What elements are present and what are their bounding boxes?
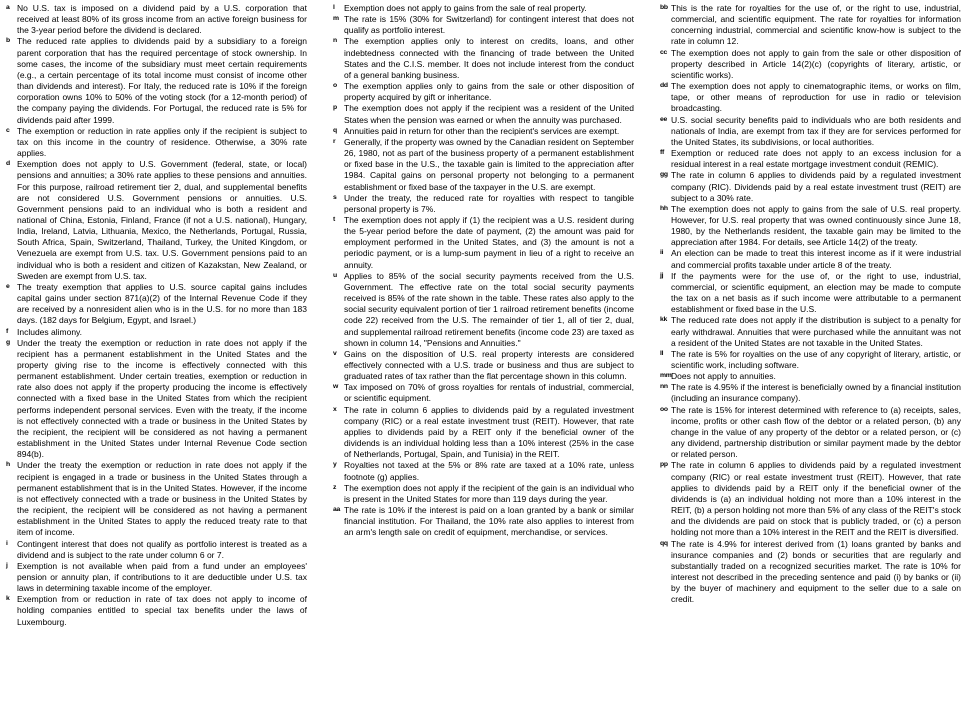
footnote-text: The exemption does not apply if the recipient was a resident of the United States when the pension was earned or when the annuity was purchased.	[344, 103, 634, 125]
footnote-item	[658, 271, 961, 316]
footnote-marker: nn	[660, 383, 668, 391]
footnote-marker: h	[6, 461, 10, 469]
footnote-text: The exemption or reduction in rate applies only if the recipient is subject to tax on this income in the country of residence. Otherwise, a 30% rate applies.	[17, 125, 307, 159]
footnote-text: The rate is 10% if the interest is paid on a loan granted by a bank or similar financial institution. For Thailand, the 10% rate also applies to interest from an arm's length sale on credit of equipment, merchandise, or services.	[344, 505, 634, 538]
footnote-text: Under the treaty the exemption or reduction in rate does not apply if the recipient has a permanent establishment in the United States and the property giving rise to the income is effectively connected with this permanent establishment. Under certain treaties, exemption or reduction in rate also does not apply if the property producing the income is effectively connected with a fixed base in the United States from which the recipient performs independent personal services. Even with the treaty, if the income is not effectively connected with a trade or business in the United States by the recipient, the recipient will be considered as not having a permanent establishment in the United States under Internal Revenue Code section 894(b).	[17, 337, 307, 460]
footnote-item	[331, 81, 634, 103]
footnote-item	[658, 248, 961, 270]
footnote-text: Royalties not taxed at the 5% or 8% rate are taxed at a 10% rate, unless footnote (g) applies.	[344, 460, 634, 482]
footnote-marker: pp	[660, 461, 668, 469]
footnote-text: The exemption does not apply to cinematographic items, or works on film, tape, or other means of reproduction for use in radio or television broadcasting.	[671, 81, 961, 114]
footnote-marker: c	[6, 126, 10, 134]
footnote-item	[331, 271, 634, 349]
footnote-text: The exemption applies only to interest on credits, loans, and other indebtedness connected with the financing of trade between the United States and the C.I.S. member. It does not include interest from the conduct of a general banking business.	[344, 36, 634, 80]
footnote-text: The reduced rate applies to dividends paid by a subsidiary to a foreign parent corporation that has the required percentage of stock ownership. In some cases, the income of the subsidiary must meet certain requirements (e.g., a certain percentage of its total income must consist of income other than dividends and interest). For Italy, the reduced rate is 10% if the foreign corporation owns 10% to 50% of the voting stock (for a 12-month period) of the company paying the dividends. For Portugal, the reduced rate is 5% for dividends paid after 1999.	[17, 36, 307, 125]
footnote-marker: o	[333, 82, 337, 90]
footnote-item	[331, 137, 634, 193]
footnote-text: Exemption does not apply to U.S. Government (federal, state, or local) pensions and annuities; a 30% rate applies to these pensions and annuities. For this purpose, railroad retirement tier 2, dual, and supplemental benefits are not considered U.S. Government pensions or annuities. U.S. Government pensions paid to an individual who is both a resident and national of China, Estonia, Finland, France (if not a U.S. national), Hungary, India, Ireland, Latvia, Lithuania, Mexico, the Netherlands, Portugal, Russia, South Africa, Spain, Switzerland, Thailand, Turkey, the United Kingdom, or Venezuela are exempt from U.S. tax. U.S. Government pensions paid to an individual who is both a resident and citizen of Kazakstan, New Zealand, or Sweden are exempt from U.S. tax.	[17, 159, 307, 281]
footnote-text: Generally, if the property was owned by the Canadian resident on September 26, 1980, not as part of the business property of a permanent establishment or fixed base in the U.S., the taxable gain is limited to the appreciation after 1984. Capital gains on personal property not belonging to a permanent establishment or fixed base of the taxpayer in the U.S. are exempt.	[344, 136, 634, 192]
footnote-text: U.S. social security benefits paid to individuals who are both residents and nationals of India, are exempt from tax if they are for services performed for the United States, its subdivisions, or local authorities.	[671, 114, 961, 147]
footnote-text: Under the treaty, the reduced rate for royalties with respect to tangible personal property is 7%.	[344, 192, 634, 214]
footnote-marker: a	[6, 4, 10, 11]
footnote-marker: kk	[660, 316, 667, 324]
footnote-marker: y	[333, 461, 337, 469]
footnote-item	[331, 14, 634, 36]
footnote-marker: mm	[660, 372, 672, 380]
footnote-columns	[4, 3, 963, 628]
footnote-item	[331, 193, 634, 215]
footnote-text: Exemption does not apply to gains from the sale of real property.	[344, 3, 587, 13]
footnote-marker: hh	[660, 204, 668, 212]
footnote-text: The exemption does not apply to gain from the sale or other disposition of property described in Article 14(2)(c) (copyrights of literary, artistic, or scientific works).	[671, 47, 961, 80]
footnote-text: Under the treaty the exemption or reduction in rate does not apply if the recipient is engaged in a trade or business in the United States through a permanent establishment that is in the United States. However, if the income is not effectively connected with a trade or business in the United States by the recipient, the recipient will be considered as not having a permanent establishment in the United States to apply the reduced treaty rate to that item of income.	[17, 460, 307, 538]
footnote-text: Contingent interest that does not qualify as portfolio interest is treated as a dividend and is subject to the rate under column 6 or 7.	[17, 538, 307, 560]
footnote-column-1	[4, 3, 307, 628]
footnote-column-2	[331, 3, 634, 628]
footnote-marker: ff	[660, 149, 664, 157]
footnote-item	[658, 539, 961, 606]
footnote-item	[4, 561, 307, 594]
footnote-text: The rate in column 6 applies to dividends paid by a regulated investment company (RIC) or real estate investment trust (REIT). However, that rate applies to dividends paid by a REIT only if the beneficial owner of the dividends is (a) an individual holding not more than a 10% interest in the REIT, (b) a person holding not more than 5% of any class of the REIT's stock and the dividends are paid on stock that is publicly traded, or (c) a person holding not more than a 10% interest in the REIT and the REIT is diversified.	[671, 460, 961, 538]
footnote-item	[331, 505, 634, 538]
footnote-text: The rate is 15% for interest determined with reference to (a) receipts, sales, income, profits or other cash flow of the debtor or a related person, (b) any change in the value of any property of the debtor or a related person, or (c) any dividend, partnership distribution or similar payment made by the debtor or related person.	[671, 404, 961, 460]
footnote-marker: r	[333, 137, 336, 145]
footnote-item	[331, 215, 634, 271]
footnote-item	[658, 115, 961, 148]
footnote-text: The exemption does not apply if (1) the recipient was a U.S. resident during the 5-year period before the date of payment, (2) the amount was paid for employment performed in the United States, and (3) the amount is not a periodic payment, or is a lump-sum payment in lieu of a right to receive an annuity.	[344, 214, 634, 270]
footnote-marker: dd	[660, 82, 668, 90]
footnote-marker: f	[6, 327, 8, 335]
footnote-item	[4, 460, 307, 538]
footnote-item	[658, 371, 961, 382]
footnote-marker: ee	[660, 115, 667, 123]
footnote-marker: i	[6, 539, 8, 547]
footnote-item	[4, 594, 307, 627]
footnote-text: No U.S. tax is imposed on a dividend paid by a U.S. corporation that received at least 80% of its gross income from an active foreign business for the 3-year period before the dividend is declared.	[17, 3, 307, 36]
footnote-item	[331, 460, 634, 482]
footnote-text: The rate is 4.9% for interest derived from (1) loans granted by banks and insurance companies and (2) bonds or securities that are regularly and substantially traded on a recognized securities market. The rate is 10% for interest not described in the preceding sentence and paid (i) by banks or (ii) by the buyer of machinery and equipment to the seller due to a sale on credit.	[671, 538, 961, 605]
footnote-item	[658, 460, 961, 538]
footnote-marker: k	[6, 595, 10, 603]
footnote-text: Gains on the disposition of U.S. real property interests are considered effectively connected with a U.S. trade or business and thus are subject to graduated rates of tax rather than the flat percentage shown in this column.	[344, 348, 634, 382]
footnote-text: Annuities paid in return for other than the recipient's services are exempt.	[344, 125, 620, 136]
footnote-item	[658, 3, 961, 48]
footnote-text: The rate is 5% for royalties on the use of any copyright of literary, artistic, or scientific work, including software.	[671, 348, 961, 370]
footnote-item	[658, 382, 961, 404]
footnote-marker: e	[6, 282, 10, 290]
footnote-marker: g	[6, 338, 10, 346]
footnote-text: If the payments were for the use of, or the right to use, industrial, commercial, or scientific equipment, an election may be made to compute the tax on a net basis as if such income were attributable to a permanent establishment or fixed base in the U.S.	[671, 270, 961, 315]
footnote-marker: gg	[660, 171, 668, 179]
footnote-item	[658, 405, 961, 461]
footnote-item	[331, 382, 634, 404]
footnote-item	[331, 126, 634, 137]
footnote-item	[4, 539, 307, 561]
footnote-item	[4, 338, 307, 461]
footnote-item	[331, 349, 634, 382]
footnote-text: The rate is 4.95% if the interest is beneficially owned by a financial institution (including an insurance company).	[671, 382, 961, 404]
footnote-marker: s	[333, 193, 337, 201]
footnote-item	[4, 327, 307, 338]
footnote-item	[4, 3, 307, 36]
footnote-marker: u	[333, 271, 337, 279]
footnote-text: An election can be made to treat this interest income as if it were industrial and commercial profits taxable under article 8 of the treaty.	[671, 248, 961, 270]
footnote-item	[4, 126, 307, 159]
footnote-item	[658, 170, 961, 203]
footnote-item	[331, 103, 634, 125]
footnote-item	[658, 81, 961, 114]
footnote-column-3	[658, 3, 961, 628]
footnote-item	[4, 282, 307, 327]
footnote-item	[331, 3, 634, 14]
footnote-text: Exemption is not available when paid from a fund under an employees' pension or annuity plan, if contributions to it are deductible under U.S. tax laws in determining taxable income of the employer.	[17, 560, 307, 594]
footnote-marker: cc	[660, 48, 667, 56]
footnote-text: Tax imposed on 70% of gross royalties for rentals of industrial, commercial, or scientific equipment.	[344, 382, 634, 404]
footnote-marker: q	[333, 126, 337, 134]
footnote-text: The exemption does not apply to gains from the sale of U.S. real property. However, for U.S. real property that was owned continuously since June 18, 1980, by the Netherlands resident, the taxable gain may be limited to the appreciation after 1984. For details, see Article 14(2) of the treaty.	[671, 203, 961, 248]
footnote-item	[4, 36, 307, 125]
footnote-text: The rate in column 6 applies to dividends paid by a regulated investment company (RIC). Dividends paid by a real estate investment trust (REIT) are subject to a 30% rate.	[671, 170, 961, 203]
footnote-text: Includes alimony.	[17, 326, 83, 337]
footnote-text: The exemption does not apply if the recipient of the gain is an individual who is present in the United States for more than 119 days during the year.	[344, 482, 634, 504]
footnote-marker: l	[333, 4, 335, 11]
footnote-marker: j	[6, 561, 8, 569]
footnote-text: Applies to 85% of the social security payments received from the U.S. Government. The effective rate on the total social security payments received is 85% of the rate shown in the table. These rates also apply to the social security equivalent portion of tier 1 railroad retirement benefits (income code 22) received from the U.S. The remainder of tier 1, all of tier 2, dual, and supplemental railroad retirement benefits (income code 23) are taxed as shown in column 14, "Pensions and Annuities."	[344, 270, 634, 348]
footnote-text: The exemption applies only to gains from the sale or other disposition of property acquired by gift or inheritance.	[344, 81, 634, 103]
footnote-text: The treaty exemption that applies to U.S. source capital gains includes capital gains under section 871(a)(2) of the Internal Revenue Code if they are received by a nonresident alien who is in the U.S. for no more than 183 days. (182 days for Belgium, Egypt, and Israel.)	[17, 281, 307, 326]
footnote-marker: w	[333, 383, 338, 391]
footnote-text: Exemption or reduced rate does not apply to an excess inclusion for a residual interest in a real estate mortgage investment conduit (REMIC).	[671, 148, 961, 170]
footnote-marker: n	[333, 37, 337, 45]
footnote-marker: d	[6, 160, 10, 168]
footnote-marker: aa	[333, 506, 340, 514]
footnote-text: Does not apply to annuities.	[671, 371, 776, 382]
footnote-marker: z	[333, 483, 337, 491]
footnote-marker: qq	[660, 539, 668, 547]
footnote-marker: v	[333, 349, 337, 357]
footnote-marker: bb	[660, 4, 668, 11]
footnote-item	[331, 483, 634, 505]
footnote-marker: ii	[660, 249, 664, 257]
footnote-item	[658, 315, 961, 348]
footnote-text: The reduced rate does not apply if the distribution is subject to a penalty for early withdrawal. Annuities that were purchased while the annuitant was not a resident of the United States are not taxable in the United States.	[671, 315, 961, 348]
footnote-text: Exemption from or reduction in rate of tax does not apply to income of holding companies entitled to special tax benefits under the laws of Luxembourg.	[17, 594, 307, 627]
footnote-item	[658, 148, 961, 170]
footnote-text: This is the rate for royalties for the use of, or the right to use, industrial, commercial, and scientific equipment. The rate for royalties for information concerning industrial, commercial and scientific know-how is subject to the rate in column 12.	[671, 3, 961, 47]
footnote-text: The rate is 15% (30% for Switzerland) for contingent interest that does not qualify as portfolio interest.	[344, 14, 634, 36]
footnote-marker: b	[6, 37, 10, 45]
footnote-item	[658, 204, 961, 249]
footnote-marker: m	[333, 15, 339, 23]
footnote-item	[4, 159, 307, 282]
footnote-marker: jj	[660, 271, 664, 279]
footnote-text: The rate in column 6 applies to dividends paid by a regulated investment company (RIC) or a real estate investment trust (REIT). However, that rate applies to dividends paid by a REIT only if the beneficial owner of the dividends is an individual holding less than a 10% interest (25% in the case of Netherlands, Portugal, Spain, and Tunisia) in the REIT.	[344, 404, 634, 460]
footnote-marker: t	[333, 215, 335, 223]
footnote-item	[658, 349, 961, 371]
footnote-marker: oo	[660, 405, 668, 413]
footnote-item	[658, 48, 961, 81]
footnote-item	[331, 405, 634, 461]
footnote-item	[331, 36, 634, 81]
footnote-marker: x	[333, 405, 337, 413]
footnote-marker: p	[333, 104, 337, 112]
footnote-marker: ll	[660, 349, 664, 357]
